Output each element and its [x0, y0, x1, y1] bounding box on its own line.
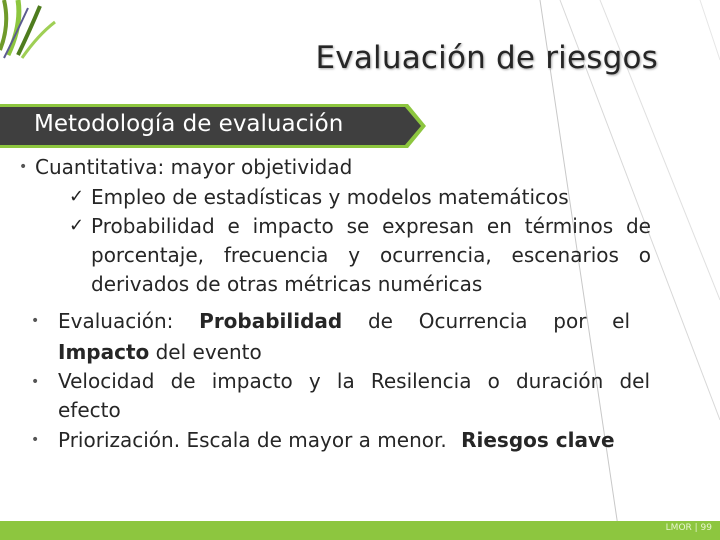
sub-list-item-continuation: derivados de otras métricas numéricas — [91, 272, 483, 296]
bullet-icon: • — [31, 374, 40, 390]
sub-list-item: Empleo de estadísticas y modelos matemáticos — [91, 185, 569, 209]
list-item: Cuantitativa: mayor objetividad — [35, 155, 353, 179]
sub-list-item-continuation: porcentaje, frecuencia y ocurrencia, escenarios o — [91, 243, 651, 267]
item-text: del evento — [155, 340, 262, 364]
item-text: Priorización. Escala de mayor a menor. — [58, 428, 447, 452]
emphasis-text: Impacto — [58, 340, 150, 364]
check-icon: ✓ — [69, 186, 85, 207]
emphasis-text: Riesgos clave — [461, 428, 615, 452]
list-item — [58, 428, 615, 452]
footer-label: LMOR | 99 — [665, 523, 712, 533]
bullet-icon: • — [31, 313, 40, 329]
list-item — [58, 309, 630, 333]
item-text: de Ocurrencia por el — [367, 309, 631, 333]
emphasis-text: Probabilidad — [199, 309, 343, 333]
footer-bar — [0, 521, 720, 540]
check-icon: ✓ — [69, 215, 85, 236]
banner-label: Metodología de evaluación — [34, 111, 344, 137]
list-item-continuation: efecto — [58, 398, 121, 422]
list-item-continuation — [58, 340, 262, 364]
bullet-icon: • — [31, 432, 40, 448]
bullet-icon: • — [19, 159, 28, 175]
slide-title: Evaluación de riesgos — [315, 40, 658, 76]
item-text: Evaluación: — [58, 309, 174, 333]
list-item: Velocidad de impacto y la Resilencia o duración del — [58, 369, 650, 393]
sub-list-item: Probabilidad e impacto se expresan en términos de — [91, 214, 651, 238]
